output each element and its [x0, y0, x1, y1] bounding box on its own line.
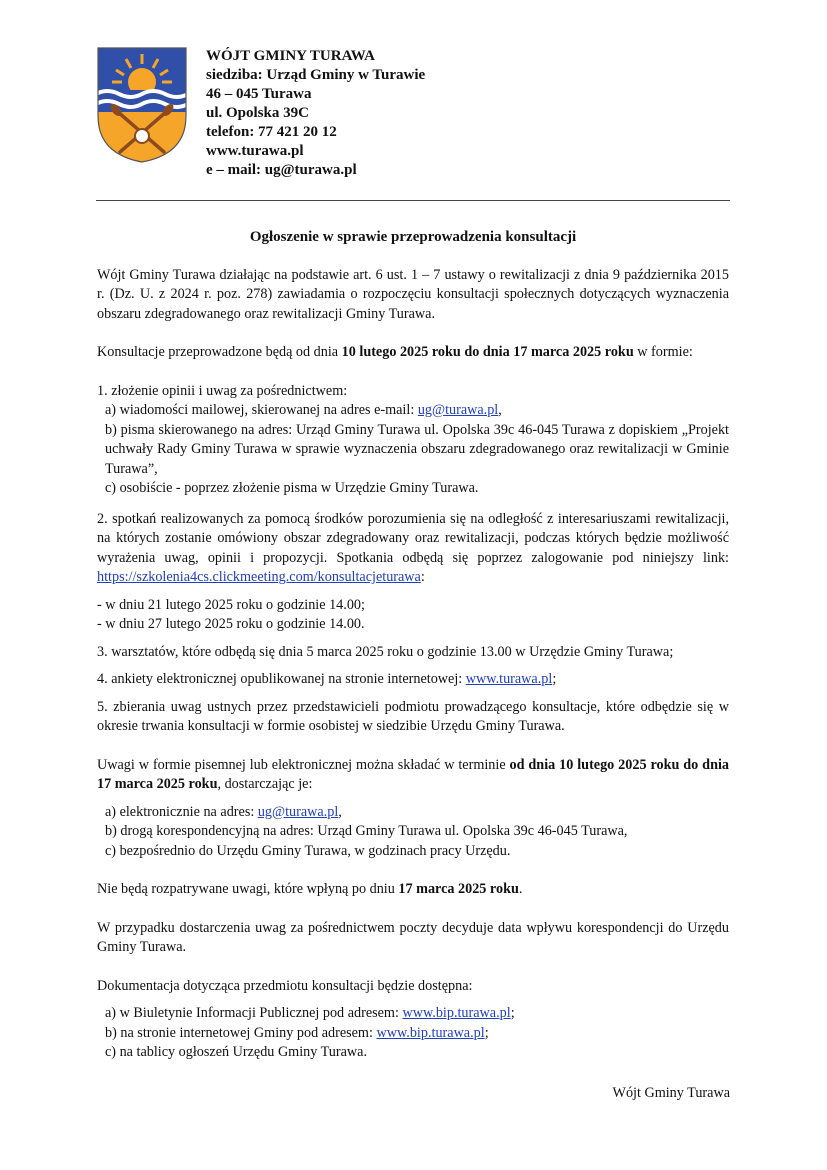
period-dates: 10 lutego 2025 roku do dnia 17 marca 2025 roku [341, 344, 634, 360]
document-body [97, 218, 729, 1063]
docs-c: c) na tablicy ogłoszeń Urzędu Gminy Turawa. [105, 1044, 368, 1060]
email: e – mail: ug@turawa.pl [206, 162, 357, 178]
remarks-b: b) drogą korespondencyjną na adres: Urząd Gminy Turawa ul. Opolska 39c 46-045 Turawa, [105, 823, 628, 839]
post-paragraph: W przypadku dostarczenia uwag za pośrednictwem poczty decyduje data wpływu korespondencji do Urzędu Gminy Turawa. [97, 919, 729, 955]
remarks-email-link[interactable]: ug@turawa.pl [257, 803, 339, 820]
meeting-link[interactable]: https://szkolenia4cs.clickmeeting.com/konsultacjeturawa [97, 569, 421, 585]
item-5-paragraph: 5. zbierania uwag ustnych przez przedstawicieli podmiotu prowadzącego konsultacje, które odbędzie się w okresie trwania konsultacji w formie osobistej w siedzibie Urzędu Gminy Turawa. [97, 698, 729, 734]
meeting-date-1: - w dniu 21 lutego 2025 roku o godzinie 14.00; [97, 596, 365, 613]
item-2-paragraph: 2. spotkań realizowanych za pomocą środków porozumienia się na odległość z interesariuszami rewitalizacji, na których zostanie omówiony obszar zdegradowany oraz rewitalizacji, podczas których będzie możliwość wyrażenia uwag, opinii i propozycji. Spotkania odbędą się poprzez zalogowanie pod niniejszy link: https://szkolenia4cs.clickmeeting.com/konsultacjeturawa: [97, 510, 729, 585]
meeting-date-2: - w dniu 27 lutego 2025 roku o godzinie 14.00. [97, 616, 365, 632]
docs-heading: Dokumentacja dotycząca przedmiotu konsultacji będzie dostępna: [97, 977, 473, 994]
phone-number: telefon: 77 421 20 12 [206, 124, 337, 140]
office-seat: siedziba: Urząd Gminy w Turawie [206, 67, 426, 83]
item-4-paragraph: 4. ankiety elektronicznej opublikowanej na stronie internetowej: www.turawa.pl; [97, 671, 557, 687]
docs-b: b) na stronie internetowej Gminy pod adresem: www.bip.turawa.pl; [105, 1024, 489, 1041]
item-1-heading: 1. złożenie opinii i uwag za pośrednictwem: [97, 382, 348, 399]
remarks-dates: od dnia 10 lutego 2025 roku do dnia 17 marca 2025 roku [97, 756, 729, 792]
remarks-c: c) bezpośrednio do Urzędu Gminy Turawa, w godzinach pracy Urzędu. [105, 842, 511, 859]
office-name: WÓJT GMINY TURAWA [206, 48, 375, 64]
signature: Wójt Gminy Turawa [612, 1085, 730, 1101]
item-3-paragraph: 3. warsztatów, które odbędą się dnia 5 marca 2025 roku o godzinie 13.00 w Urzędzie Gminy Turawa; [97, 643, 674, 660]
header-divider [96, 200, 730, 201]
remarks-paragraph: Uwagi w formie pisemnej lub elektronicznej można składać w terminie od dnia 10 lutego 2025 roku do dnia 17 marca 2025 roku, dostarczając je: [97, 756, 729, 792]
coat-of-arms-logo [96, 46, 188, 164]
letterhead [206, 47, 425, 180]
intro-paragraph: Wójt Gminy Turawa działając na podstawie art. 6 ust. 1 – 7 ustawy o rewitalizacji z dnia 9 października 2015 r. (Dz. U. z 2024 r. poz. 278) zawiadamia o rozpoczęciu konsultacji społecznych dotyczących wyznaczenia obszaru zdegradowanego oraz rewitalizacji Gminy Turawa. [97, 266, 729, 322]
postal-code: 46 – 045 Turawa [206, 86, 312, 102]
item-1-c: c) osobiście - poprzez złożenie pisma w Urzędzie Gminy Turawa. [105, 480, 479, 496]
late-date: 17 marca 2025 roku [398, 881, 519, 897]
website: www.turawa.pl [206, 143, 304, 159]
survey-link[interactable]: www.turawa.pl [465, 671, 553, 687]
remarks-a: a) elektronicznie na adres: ug@turawa.pl, [105, 803, 342, 820]
bip-link[interactable]: www.bip.turawa.pl [402, 1005, 511, 1021]
late-paragraph: Nie będą rozpatrywane uwagi, które wpłyną po dniu 17 marca 2025 roku. [97, 881, 523, 897]
period-paragraph: Konsultacje przeprowadzone będą od dnia 10 lutego 2025 roku do dnia 17 marca 2025 roku w formie: [97, 344, 693, 360]
docs-a: a) w Biuletynie Informacji Publicznej pod adresem: www.bip.turawa.pl; [105, 1005, 515, 1021]
document-title: Ogłoszenie w sprawie przeprowadzenia konsultacji [249, 229, 577, 245]
street-address: ul. Opolska 39C [206, 105, 309, 121]
fish-icon [135, 129, 149, 143]
email-link[interactable]: ug@turawa.pl [417, 402, 499, 418]
item-1-a: a) wiadomości mailowej, skierowanej na adres e-mail: ug@turawa.pl, [105, 402, 502, 418]
gmina-site-link[interactable]: www.bip.turawa.pl [376, 1024, 485, 1041]
item-1-b: b) pisma skierowanego na adres: Urząd Gminy Turawa ul. Opolska 39c 46-045 Turawa z dopiskiem „Projekt uchwały Rady Gminy Turawa w sprawie wyznaczenia obszaru zdegradowanego oraz rewitalizacji w Gminie Turawa”, [105, 421, 729, 477]
